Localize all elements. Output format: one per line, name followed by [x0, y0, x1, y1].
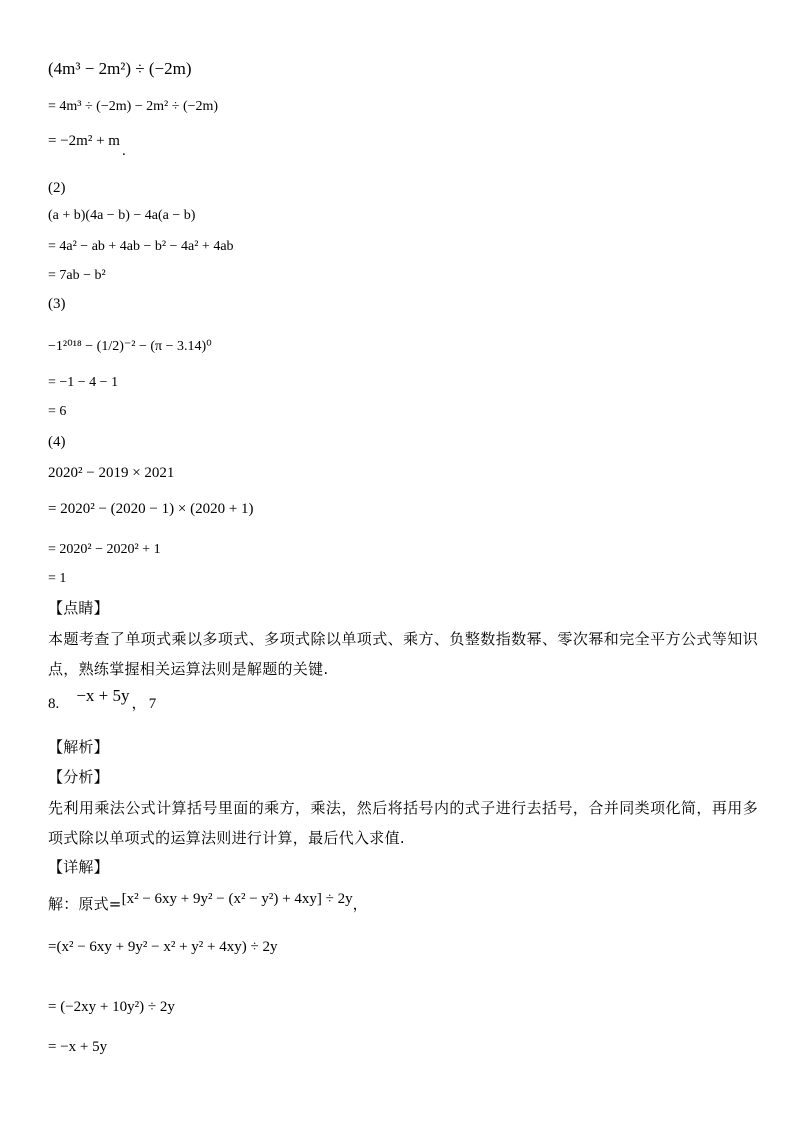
question8-answer1: −x + 5y [76, 686, 130, 705]
question8-separator: ， [131, 694, 147, 712]
xiangjie-result: = −x + 5y [48, 1039, 108, 1055]
part4-label: (4) [48, 434, 66, 450]
part2-result: = 7ab − b² [48, 268, 106, 283]
part4-expression: 2020² − 2019 × 2021 [48, 465, 175, 481]
xiangjie-step1: [x² − 6xy + 9y² − (x² − y²) + 4xy] ÷ 2y [121, 891, 353, 907]
xiangjie-step1-comma: ， [352, 895, 368, 913]
xiangjie-step2: =(x² − 6xy + 9y² − x² + y² + 4xy) ÷ 2y [48, 939, 278, 955]
part3-result: = 6 [48, 404, 67, 419]
question8-answer2: 7 [148, 696, 157, 712]
part1-result-period: . [121, 143, 126, 159]
part4-step2: = 2020² − 2020² + 1 [48, 542, 161, 557]
xiangjie-step3: = (−2xy + 10y²) ÷ 2y [48, 999, 175, 1015]
xiangjie-heading: 【详解】 [48, 858, 109, 876]
part4-step1: = 2020² − (2020 − 1) × (2020 + 1) [48, 501, 254, 517]
question8-number: 8. [48, 696, 60, 712]
xiangjie-first-line [48, 890, 368, 913]
part2-step1: = 4a² − ab + 4ab − b² − 4a² + 4ab [48, 239, 234, 254]
part3-label: (3) [48, 296, 66, 312]
part4-result: = 1 [48, 571, 67, 586]
question8-answer-line [48, 686, 157, 712]
part1-step1: = 4m³ ÷ (−2m) − 2m² ÷ (−2m) [48, 99, 219, 114]
part2-expression: (a + b)(4a − b) − 4a(a − b) [48, 208, 196, 223]
analysis-heading: 【解析】 [48, 738, 109, 756]
part1-result [48, 133, 126, 159]
fenxi-text: 先利用乘法公式计算括号里面的乘方，乘法，然后将括号内的式子进行去括号，合并同类项化简，再用多项式除以单项式的运算法则进行计算，最后代入求值. [48, 799, 758, 847]
part3-step1: = −1 − 4 − 1 [48, 375, 119, 390]
comment-text: 本题考查了单项式乘以多项式、多项式除以单项式、乘方、负整数指数幂、零次幂和完全平方公式等知识点，熟练掌握相关运算法则是解题的关键. [48, 630, 758, 678]
xiangjie-intro: 解：原式= [48, 895, 122, 913]
comment-heading: 【点睛】 [48, 599, 109, 617]
part1-expression: (4m³ − 2m²) ÷ (−2m) [48, 59, 192, 78]
fenxi-heading: 【分析】 [48, 768, 109, 786]
part1-result-text: = −2m² + m [48, 133, 120, 149]
part3-expression: −1²⁰¹⁸ − (1/2)⁻² − (π − 3.14)⁰ [48, 339, 212, 354]
part2-label: (2) [48, 180, 66, 196]
